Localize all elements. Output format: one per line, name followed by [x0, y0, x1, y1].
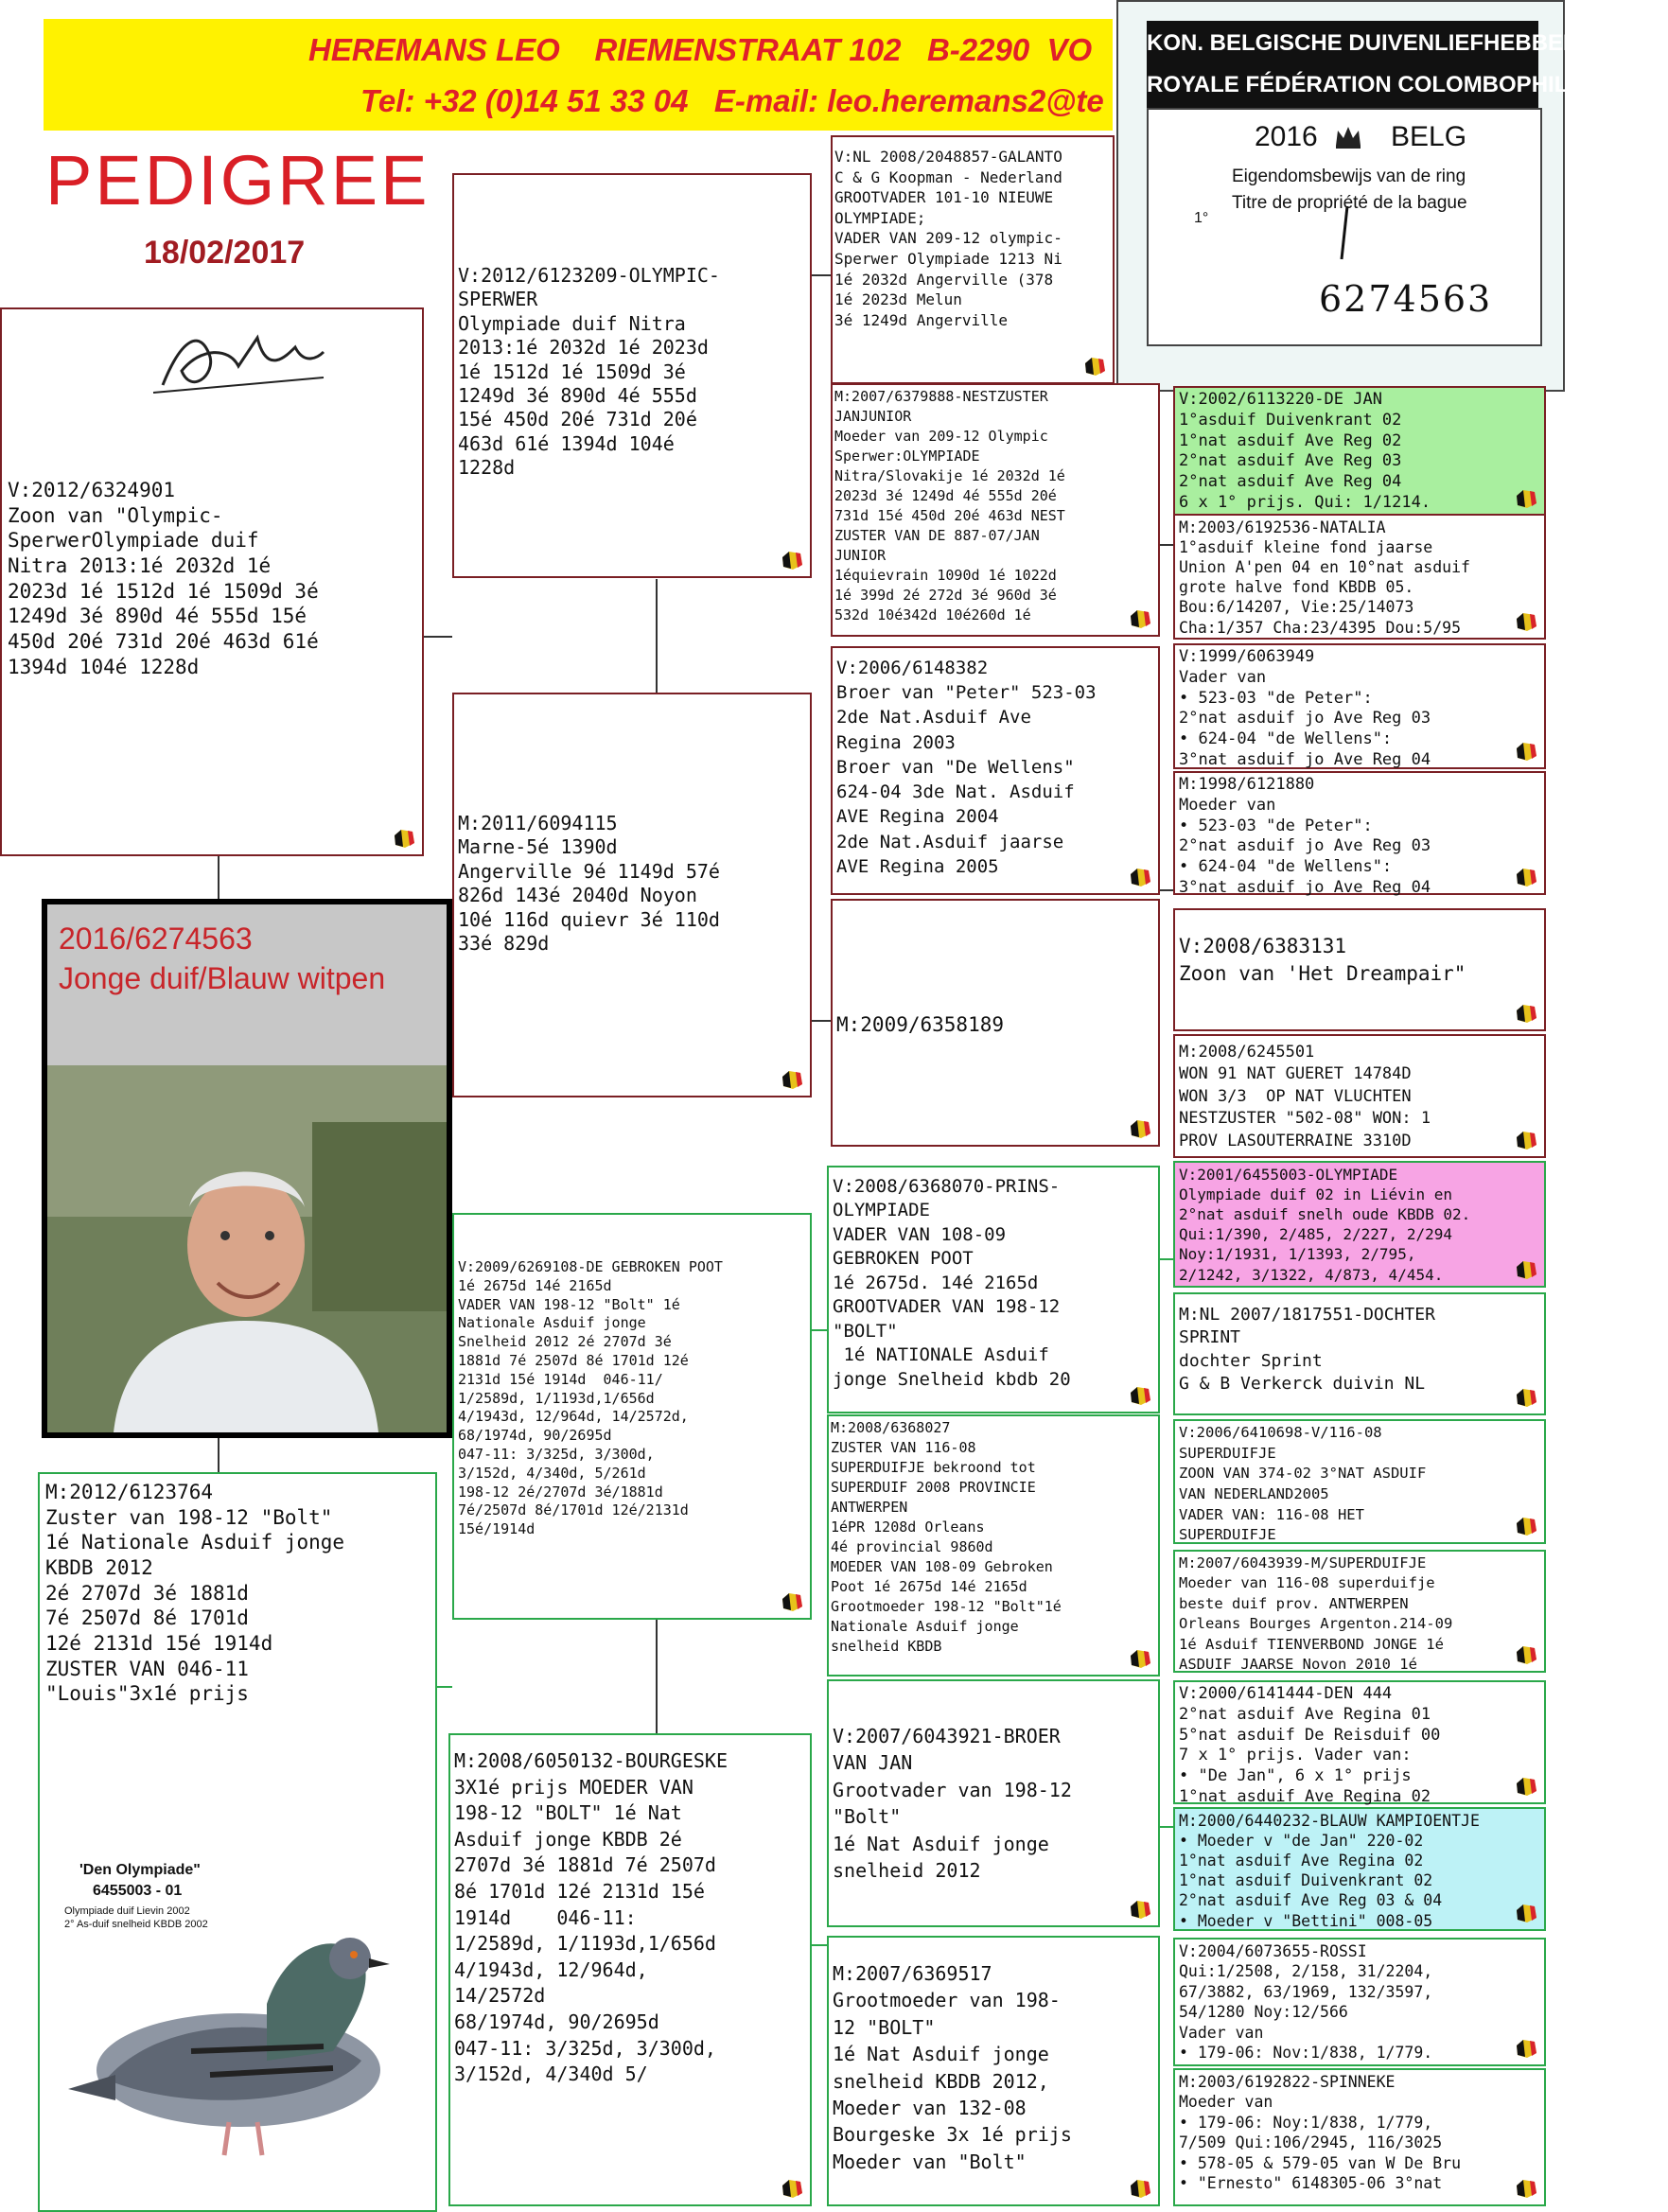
ring-country: BELG: [1391, 121, 1467, 152]
g4-text-10: M:2007/6043939-M/SUPERDUIFJE Moeder van 116-08 superduifje beste duif prov. ANTWERPEN Orleans Bourges Argenton.214-09 1é Asduif TIENVERBOND JONGE 1é ASDUIF JAARSE Novon 2010 1é: [1179, 1554, 1453, 1673]
belgium-flag-icon: [1128, 2178, 1152, 2199]
olympiade-name: 'Den Olympiade": [79, 1862, 201, 1878]
g4-text-12: M:2000/6440232-BLAUW KAMPIOENTJE • Moeder v "de Jan" 220-02 1°nat asduif Ave Regina 02 1°nat asduif Duivenkrant 02 2°nat asduif Ave Reg 03 & 04 • Moeder v "Bettini" 008-05: [1179, 1812, 1480, 1930]
mmf-text: V:2007/6043921-BROER VAN JAN Grootvader van 198-12 "Bolt" 1é Nat Asduif jonge snelheid 2012: [833, 1725, 1072, 1882]
g4-text-13: V:2004/6073655-ROSSI Qui:1/2508, 2/158, 31/2204, 67/3882, 63/1969, 132/3597, 54/1280 Noy:12/566 Vader van • 179-06: Nov:1/838, 1/779.: [1179, 1942, 1433, 2063]
mother-box: [38, 1472, 437, 2212]
g4-text-5: V:2008/6383131 Zoon van 'Het Dreampair": [1179, 935, 1466, 986]
belgium-flag-icon: [1514, 488, 1538, 509]
org-name-french: ROYALE FÉDÉRATION COLOMBOPHILE BELGE: [1147, 62, 1538, 108]
g4-text-3: V:1999/6063949 Vader van • 523-03 "de Peter": 2°nat asduif jo Ave Reg 03 • 624-04 "de Wellens": 3°nat asduif jo Ave Reg 04: [1179, 647, 1431, 769]
belgium-flag-icon: [1128, 867, 1152, 887]
belgium-flag-icon: [1514, 2038, 1538, 2059]
g4-box-9: [1173, 1419, 1546, 1544]
belgium-flag-icon: [1514, 1516, 1538, 1536]
mff-box: [827, 1166, 1160, 1413]
ring-card-inner: [1147, 108, 1542, 346]
belgium-flag-icon: [780, 1069, 804, 1090]
belgium-flag-icon: [1514, 2178, 1538, 2199]
fff-text: V:NL 2008/2048857-GALANTO C & G Koopman - Nederland GROOTVADER 101-10 NIEUWE OLYMPIADE; VADER VAN 209-12 olympic- Sperwer Olympiade 1213 Ni 1é 2032d Angerville (378 1é 2023d Melun 3é 1249d Angerville: [834, 148, 1062, 329]
mmm-box: [827, 1936, 1160, 2206]
belgium-flag-icon: [1514, 1644, 1538, 1665]
belgium-flag-icon: [1514, 1259, 1538, 1280]
photo-caption-area: [47, 904, 447, 1065]
ring-year: 2016: [1255, 121, 1318, 152]
mother-text: M:2012/6123764 Zuster van 198-12 "Bolt" 1é Nationale Asduif jonge KBDB 2012 2é 2707d 3é 1881d 7é 2507d 8é 1701d 12é 2131d 15é 1914d ZUSTER VAN 046-11 "Louis"3x1é prijs: [45, 1481, 345, 1706]
ring-label-dutch: Eigendomsbewijs van de ring: [1232, 167, 1466, 186]
ring-ownership-card: [1116, 0, 1668, 392]
fmm-text: M:2009/6358189: [836, 1013, 1005, 1036]
g4-text-14: M:2003/6192822-SPINNEKE Moeder van • 179-06: Noy:1/838, 1/779, 7/509 Qui:106/2945, 116/3025 • 578-05 & 579-05 van W De Bru • "Ernesto" 6148305-06 3°nat: [1179, 2073, 1462, 2193]
ff-box: [452, 173, 812, 578]
g4-text-9: V:2006/6410698-V/116-08 SUPERDUIFJE ZOON VAN 374-02 3°NAT ASDUIF VAN NEDERLAND2005 VADER VAN: 116-08 HET SUPERDUIFJE: [1179, 1424, 1427, 1544]
olympiade-ring: 6455003 - 01: [93, 1883, 183, 1899]
photo-ring-number: 2016/6274563: [59, 922, 253, 956]
belgium-flag-icon: [392, 828, 416, 849]
g4-text-11: V:2000/6141444-DEN 444 2°nat asduif Ave Regina 01 5°nat asduif De Reisduif 00 7 x 1° prijs. Vader van: • "De Jan", 6 x 1° prijs 1°nat asduif Ave Regina 02: [1179, 1684, 1441, 1806]
g4-text-2: M:2003/6192536-NATALIA 1°asduif kleine fond jaarse Union A'pen 04 en 10°nat asduif grote halve fond KBDB 05. Bou:6/14207, Vie:25/14073 Cha:1/357 Cha:23/4395 Dou:5/95: [1179, 518, 1470, 637]
g4-box-8: [1173, 1292, 1546, 1415]
g4-text-1: V:2002/6113220-DE JAN 1°asduif Duivenkrant 02 1°nat asduif Ave Reg 02 2°nat asduif Ave Reg 03 2°nat asduif Ave Reg 04 6 x 1° prijs. Qui: 1/1214.: [1179, 390, 1431, 512]
g4-box-6: [1173, 1034, 1546, 1158]
belgium-flag-icon: [780, 2178, 804, 2199]
mmf-box: [827, 1679, 1160, 1927]
belgium-flag-icon: [1128, 608, 1152, 629]
g4-box-2: [1173, 514, 1546, 640]
crown-icon: [1334, 123, 1362, 149]
g4-box-12: [1173, 1807, 1546, 1931]
mf-box: [452, 1213, 812, 1620]
belgium-flag-icon: [780, 550, 804, 571]
g4-box-7: [1173, 1161, 1546, 1288]
g4-box-1: [1173, 386, 1546, 517]
ffm-box: [831, 383, 1160, 637]
g4-text-8: M:NL 2007/1817551-DOCHTER SPRINT dochter Sprint G & B Verkerck duivin NL: [1179, 1305, 1435, 1395]
belgium-flag-icon: [1128, 1899, 1152, 1920]
breeder-photo: [47, 1065, 447, 1432]
photo-description: Jonge duif/Blauw witpen: [59, 961, 386, 995]
belgium-flag-icon: [1514, 741, 1538, 762]
page-title: PEDIGREE: [45, 141, 430, 219]
pedigree-date: 18/02/2017: [144, 235, 306, 271]
mf-text: V:2009/6269108-DE GEBROKEN POOT 1é 2675d 14é 2165d VADER VAN 198-12 "Bolt" 1é Nationale Asduif jonge Snelheid 2012 2é 2707d 3é 1881d 7é 2507d 8é 1701d 12é 2131d 15é 1914d 046-11/ 1/2589d, 1/1193d,1/656d 4/1943d, 12/964d, 14/2572d, 68/1974d, 90/2695d 047-11: 3/325d, 3/300d, 3/152d, 4/340d, 5/261d 198-12 2é/2707d 3é/1881d 7é/2507d 8é/1701d 12é/2131d 15é/1914d: [458, 1258, 723, 1538]
belgium-flag-icon: [1082, 356, 1107, 377]
fff-box: [831, 135, 1115, 384]
ff-text: V:2012/6123209-OLYMPIC- SPERWER Olympiade duif Nitra 2013:1é 2032d 1é 2023d 1é 1512d 1é 1509d 3é 1249d 3é 890d 4é 555d 15é 450d 20é 731d 20é 463d 61é 1394d 104é 1228d: [458, 264, 720, 480]
belgium-flag-icon: [1514, 1003, 1538, 1024]
belgium-flag-icon: [1128, 1385, 1152, 1406]
ring-number: 6274563: [1319, 278, 1493, 320]
g4-box-13: [1173, 1938, 1546, 2066]
org-name-dutch: KON. BELGISCHE DUIVENLIEFHEBBERSBOND: [1147, 21, 1538, 66]
ring-mark: 1°: [1194, 210, 1209, 226]
mff-text: V:2008/6368070-PRINS- OLYMPIADE VADER VAN 108-09 GEBROKEN POOT 1é 2675d. 14é 2165d GROOTVADER VAN 198-12 "BOLT" 1é NATIONALE Asduif jonge Snelheid kbdb 20: [833, 1176, 1071, 1390]
fm-box: [452, 693, 812, 1097]
olympiade-note2: 2° As-duif snelheid KBDB 2002: [64, 1919, 208, 1930]
belgium-flag-icon: [1514, 1130, 1538, 1150]
fm-text: M:2011/6094115 Marne-5é 1390d Angerville 9é 1149d 57é 826d 143é 2040d Noyon 10é 116d quievr 3é 110d 33é 829d: [458, 812, 720, 955]
ffm-text: M:2007/6379888-NESTZUSTER JANJUNIOR Moeder van 209-12 Olympic Sperwer:OLYMPIADE Nitra/Slovakije 1é 2032d 1é 2023d 3é 1249d 4é 555d 20é 731d 15é 450d 20é 463d NEST ZUSTER VAN DE 887-07/JAN JUNIOR 1équievrain 1090d 1é 1022d 1é 399d 2é 272d 3é 960d 3é 532d 10é342d 10é260d 1é: [834, 388, 1065, 623]
belgium-flag-icon: [1514, 867, 1538, 887]
olympiade-note1: Olympiade duif Lievin 2002: [64, 1905, 190, 1917]
mmm-text: M:2007/6369517 Grootmoeder van 198- 12 "BOLT" 1é Nat Asduif jonge snelheid KBDB 2012, Moeder van 132-08 Bourgeske 3x 1é prijs Moeder van "Bolt": [833, 1962, 1072, 2173]
mfm-text: M:2008/6368027 ZUSTER VAN 116-08 SUPERDUIFJE bekroond tot SUPERDUIF 2008 PROVINCIE ANTWERPEN 1éPR 1208d Orleans 4é provincial 9860d MOEDER VAN 108-09 Gebroken Poot 1é 2675d 14é 2165d Grootmoeder 198-12 "Bolt"1é Nationale Asduif jonge snelheid KBDB: [831, 1419, 1062, 1655]
belgium-flag-icon: [1514, 611, 1538, 632]
signature-graphic: [144, 319, 333, 404]
breeder-address: HEREMANS LEO RIEMENSTRAAT 102 B-2290 VO: [308, 32, 1093, 67]
fmf-text: V:2006/6148382 Broer van "Peter" 523-03 2de Nat.Asduif Ave Regina 2003 Broer van "De Wellens" 624-04 3de Nat. Asduif AVE Regina 2004 2de Nat.Asduif jaarse AVE Regina 2005: [836, 658, 1097, 877]
fmf-box: [831, 646, 1160, 895]
belgium-flag-icon: [1128, 1648, 1152, 1669]
mm-box: [448, 1733, 812, 2206]
g4-box-14: [1173, 2068, 1546, 2206]
pigeon-photo-frame: [42, 899, 452, 1438]
g4-text-7: V:2001/6455003-OLYMPIADE Olympiade duif 02 in Liévin en 2°nat asduif snelh oude KBDB 02. Qui:1/390, 2/485, 2/227, 2/294 Noy:1/1931, 1/1393, 2/795, 2/1242, 3/1322, 4/873, 4/454.: [1179, 1166, 1471, 1284]
g4-box-3: [1173, 643, 1546, 769]
belgium-flag-icon: [1128, 1118, 1152, 1139]
header-banner: [44, 19, 1113, 131]
g4-text-6: M:2008/6245501 WON 91 NAT GUERET 14784D WON 3/3 OP NAT VLUCHTEN NESTZUSTER "502-08" WON: 1 PROV LASOUTERRAINE 3310D: [1179, 1043, 1431, 1150]
g4-box-10: [1173, 1550, 1546, 1673]
fmm-box: [831, 899, 1160, 1147]
belgium-flag-icon: [780, 1591, 804, 1612]
g4-box-11: [1173, 1680, 1546, 1804]
g4-text-4: M:1998/6121880 Moeder van • 523-03 "de Peter": 2°nat asduif jo Ave Reg 03 • 624-04 "de Wellens": 3°nat asduif jo Ave Reg 04: [1179, 775, 1431, 897]
belgium-flag-icon: [1514, 1387, 1538, 1408]
g4-box-5: [1173, 908, 1546, 1031]
mfm-box: [827, 1414, 1160, 1677]
ring-label-french: Titre de propriété de la bague: [1232, 193, 1467, 213]
belgium-flag-icon: [1514, 1903, 1538, 1923]
mm-text: M:2008/6050132-BOURGESKE 3X1é prijs MOEDER VAN 198-12 "BOLT" 1é Nat Asduif jonge KBDB 2é 2707d 3é 1881d 7é 2507d 8é 1701d 12é 2131d 15é 1914d 046-11: 1/2589d, 1/1193d,1/656d 4/1943d, 12/964d, 14/2572d 68/1974d, 90/2695d 047-11: 3/325d, 3/300d, 3/152d, 4/340d 5/: [454, 1749, 728, 2086]
breeder-contact: Tel: +32 (0)14 51 33 04 E-mail: leo.heremans2@te: [360, 83, 1104, 118]
signature-stroke: [1338, 204, 1351, 261]
pigeon-image: [49, 1852, 418, 2174]
belgium-flag-icon: [1514, 1776, 1538, 1797]
father-text: V:2012/6324901 Zoon van "Olympic- SperwerOlympiade duif Nitra 2013:1é 2032d 1é 2023d 1é 1512d 1é 1509d 3é 1249d 3é 890d 4é 555d 15é 450d 20é 731d 20é 463d 61é 1394d 104é 1228d: [8, 479, 319, 678]
father-box: [0, 307, 424, 856]
g4-box-4: [1173, 771, 1546, 895]
